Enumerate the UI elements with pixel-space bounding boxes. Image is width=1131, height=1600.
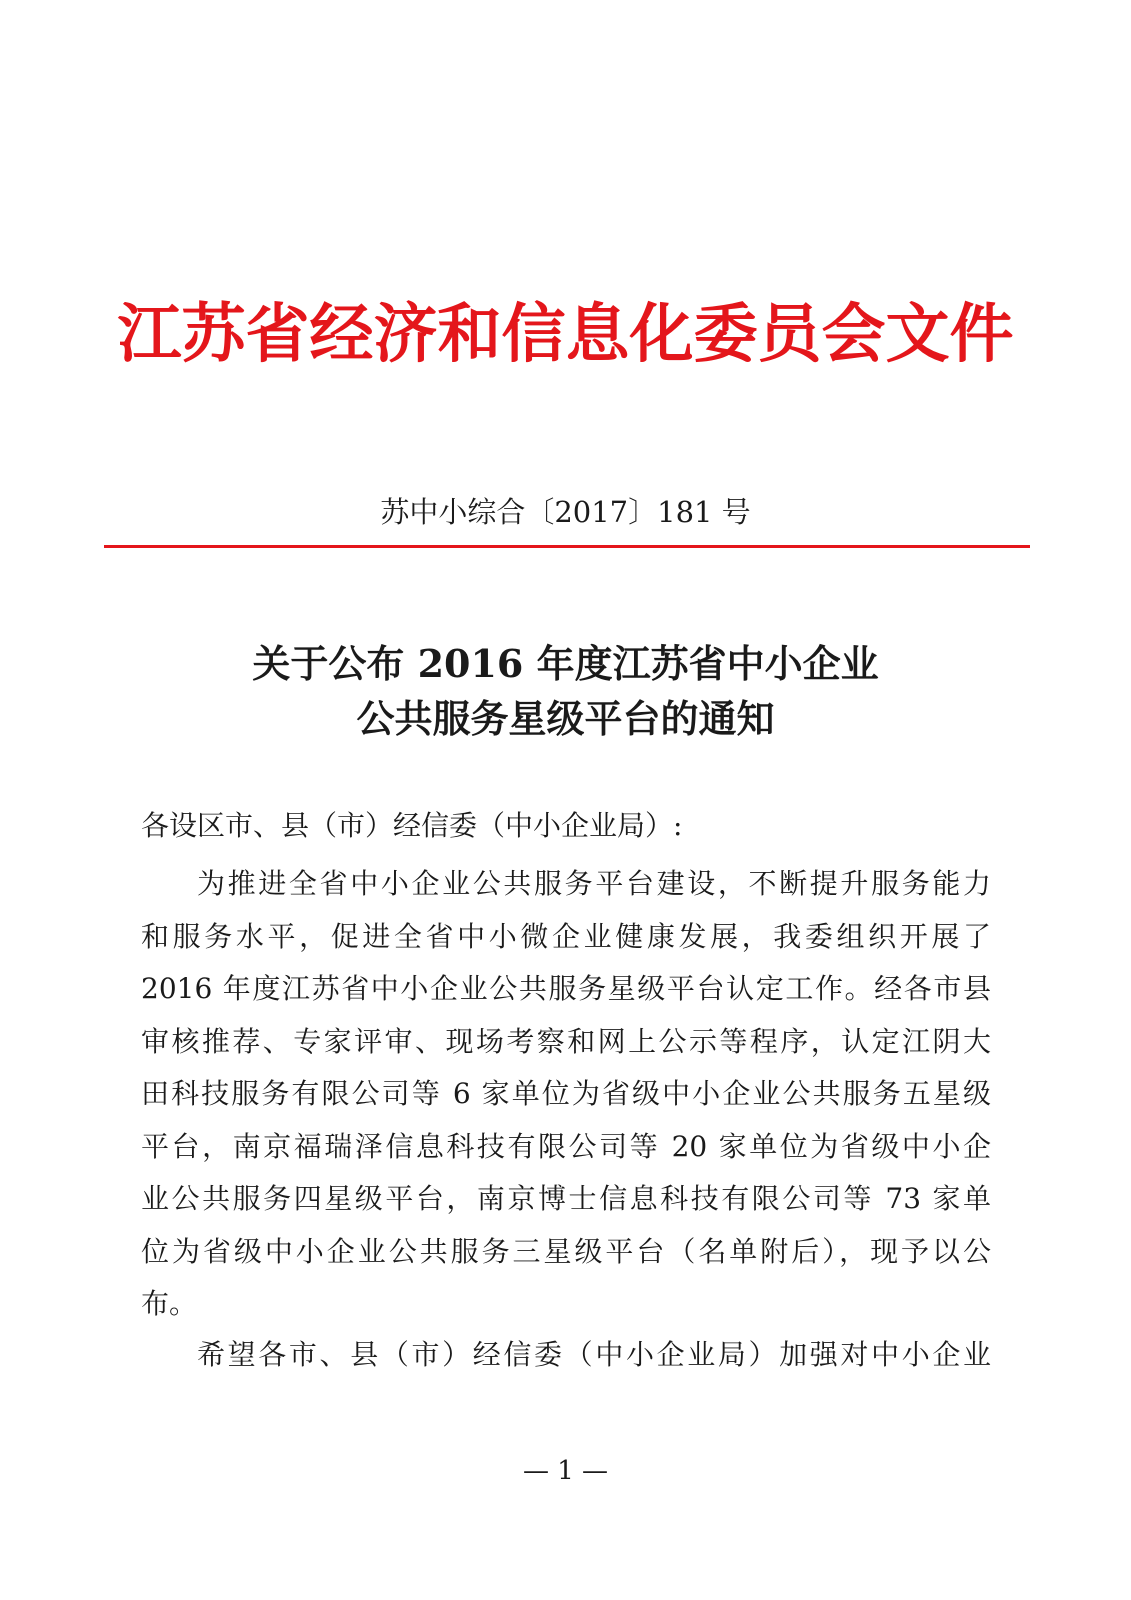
paragraph-1-line-8: 位为省级中小企业公共服务三星级平台（名单附后），现予以公 xyxy=(141,1234,991,1268)
page-number: — 1 — xyxy=(522,1456,609,1486)
notice-title-line-1: 关于公布 2016 年度江苏省中小企业 xyxy=(252,641,879,686)
red-divider-line xyxy=(104,545,1030,548)
masthead-title: 江苏省经济和信息化委员会文件 xyxy=(117,298,1014,372)
salutation: 各设区市、县（市）经信委（中小企业局）: xyxy=(141,809,683,842)
notice-title-line-2: 公共服务星级平台的通知 xyxy=(356,696,775,741)
paragraph-1-line-9: 布。 xyxy=(141,1287,198,1320)
paragraph-1-line-7: 业公共服务四星级平台，南京博士信息科技有限公司等 73 家单 xyxy=(141,1182,991,1215)
paragraph-1-line-2: 和服务水平，促进全省中小微企业健康发展，我委组织开展了 xyxy=(141,919,991,953)
paragraph-1-line-6: 平台，南京福瑞泽信息科技有限公司等 20 家单位为省级中小企 xyxy=(141,1129,991,1163)
paragraph-1-line-5: 田科技服务有限公司等 6 家单位为省级中小企业公共服务五星级 xyxy=(141,1077,991,1110)
paragraph-1-line-3: 2016 年度江苏省中小企业公共服务星级平台认定工作。经各市县 xyxy=(141,972,991,1005)
paragraph-2 xyxy=(141,1329,991,1382)
document-number: 苏中小综合〔2017〕181 号 xyxy=(380,495,751,529)
notice-title xyxy=(100,636,1031,746)
paragraph-1-line-4: 审核推荐、专家评审、现场考察和网上公示等程序，认定江阴大 xyxy=(141,1024,991,1058)
paragraph-1-line-1: 为推进全省中小企业公共服务平台建设，不断提升服务能力 xyxy=(197,867,991,900)
paragraph-1 xyxy=(141,858,991,1331)
paragraph-2-line-1: 希望各市、县（市）经信委（中小企业局）加强对中小企业 xyxy=(197,1338,991,1371)
